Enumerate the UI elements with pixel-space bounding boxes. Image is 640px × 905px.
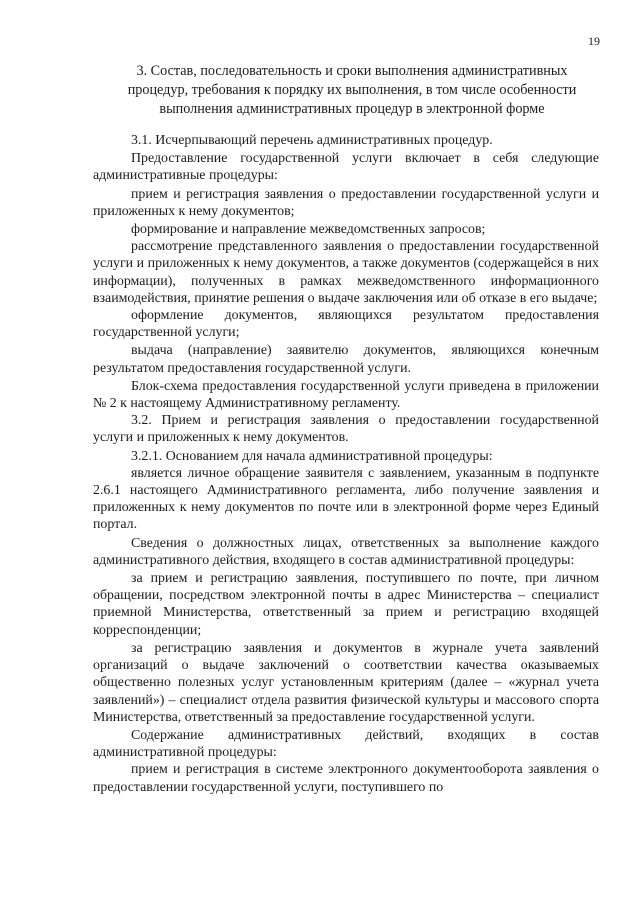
paragraph: выдача (направление) заявителю документов, являющихся конечным результатом предоставления государственной услуги. — [93, 343, 599, 376]
paragraph: оформление документов, являющихся результатом предоставления государственной услуги; — [93, 308, 599, 341]
paragraph: прием и регистрация заявления о предоставлении государственной услуги и приложенных к нему документов; — [93, 186, 599, 219]
heading-line: процедур, требования к порядку их выполнения, в том числе особенности — [127, 82, 577, 98]
document-body — [93, 132, 599, 796]
section-heading — [98, 62, 606, 119]
paragraph: за регистрацию заявления и документов в журнале учета заявлений организаций о выдаче заключений о соответствии качества оказываемых общественно полезных услуг установленным критериям (далее – «журнал учета заявлений») – специалист отдела развития физической культуры и массового спорта Министерства, ответственный за предоставление государственной услуги. — [93, 640, 599, 725]
paragraph: является личное обращение заявителя с заявлением, указанным в подпункте 2.6.1 настоящего Административного регламента, либо получение заявления и приложенных к нему документов по почте или в электронной форме через Единый портал. — [93, 465, 599, 533]
paragraph: Блок-схема предоставления государственной услуги приведена в приложении № 2 к настоящему Административному регламенту. — [93, 378, 599, 412]
heading-line: 3. Состав, последовательность и сроки выполнения административных — [136, 63, 568, 79]
paragraph: Предоставление государственной услуги включает в себя следующие административные процедуры: — [93, 151, 599, 184]
paragraph: 3.2.1. Основанием для начала административной процедуры: — [131, 448, 493, 464]
paragraph: 3.2. Прием и регистрация заявления о предоставлении государственной услуги и приложенных к нему документов. — [93, 413, 599, 446]
page-number: 19 — [588, 34, 600, 48]
paragraph: формирование и направление межведомственных запросов; — [131, 222, 486, 238]
paragraph: прием и регистрация в системе электронного документооборота заявления о предоставлении государственной услуги, поступившего по — [93, 762, 599, 795]
paragraph: рассмотрение представленного заявления о предоставлении государственной услуги и приложенных к нему документов, а также документов (содержащейся в них информации), полученных в рамках межведомственного информационного взаимодействия, принятие решения о выдаче заключения или об отказе в его выдаче; — [93, 239, 599, 306]
paragraph: Сведения о должностных лицах, ответственных за выполнение каждого административного действия, входящего в состав административной процедуры: — [93, 535, 599, 568]
paragraph: за прием и регистрацию заявления, поступившего по почте, при личном обращении, посредством электронной почты в адрес Министерства – специалист приемной Министерства, ответственный за прием и регистрацию входящей корреспонденции; — [93, 571, 599, 638]
paragraph: 3.1. Исчерпывающий перечень административных процедур. — [131, 133, 493, 148]
paragraph: Содержание административных действий, входящих в состав административной процедуры: — [93, 727, 599, 761]
heading-line: выполнения административных процедур в электронной форме — [159, 101, 545, 117]
